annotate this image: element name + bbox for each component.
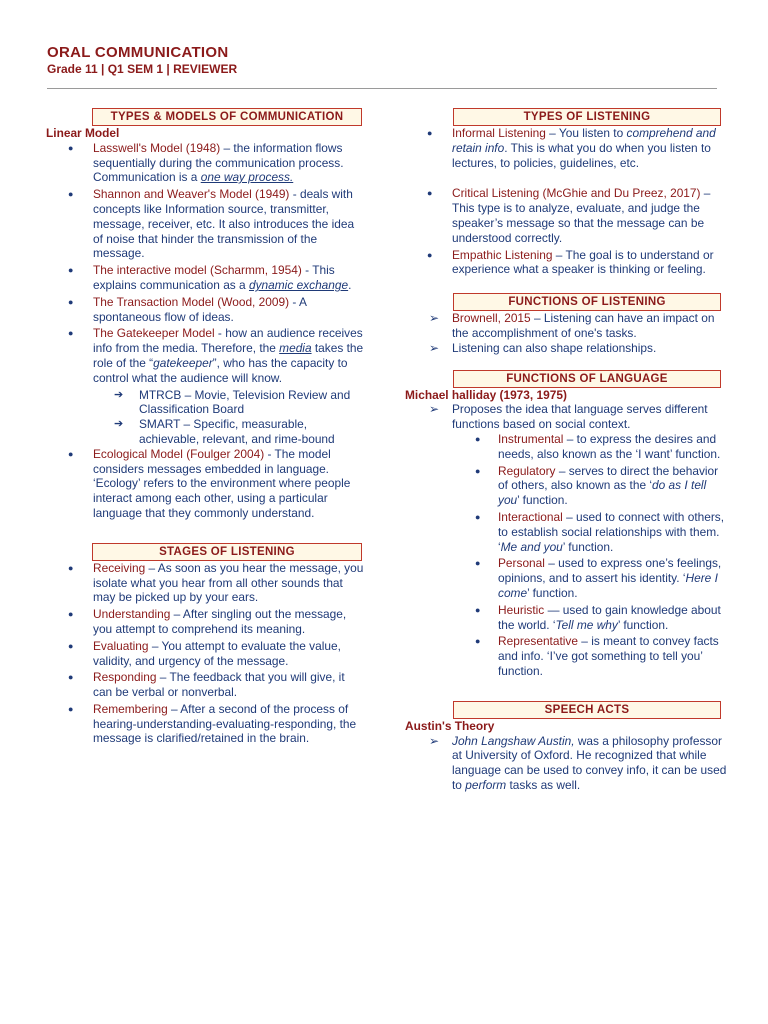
list-item: ● Instrumental – to express the desires and needs, also known as the ‘I want’ function. [405,432,730,462]
list-item: ● Interactional – used to connect with others, to establish social relationships with them. ‘Me and you’ function. [405,510,730,554]
list-item: ➔ MTRCB – Movie, Television Review and Classification Board [46,388,366,418]
list-item: ● Personal – used to express one’s feelings, opinions, and to assert his identity. ‘Here I come’ function. [405,556,730,600]
document-title: ORAL COMMUNICATION [47,44,229,61]
list-item: ● Understanding – After singling out the message, you attempt to comprehend its meaning. [46,607,366,637]
list-item: ● The Gatekeeper Model - how an audience receives info from the media. Therefore, the media takes the role of the “gatekeeper”, who has the capacity to control what the audience will know. [46,326,366,385]
list-item: ● Receiving – As soon as you hear the message, you isolate what you hear from all other sounds that may be picked up by your ears. [46,561,366,605]
list-item: ● Regulatory – serves to direct the behavior of others, also known as the ‘do as I tell you’ function. [405,464,730,508]
stages-list [46,561,366,747]
list-item: ● Responding – The feedback that you will give, it can be verbal or nonverbal. [46,670,366,700]
list-item: ➢ Brownell, 2015 – Listening can have an impact on the accomplishment of one's tasks. [405,311,730,341]
types-listening-list [405,126,730,170]
speech-acts-heading: SPEECH ACTS [453,701,721,719]
list-item: ● Critical Listening (McGhie and Du Preez, 2017) – This type is to analyze, evaluate, and judge the speaker’s message so that the message can be understood correctly. [405,186,730,245]
stages-heading: STAGES OF LISTENING [92,543,362,561]
ecological-list [46,447,366,521]
list-item: ➢ Listening can also shape relationships. [405,341,730,356]
header-divider [47,88,717,89]
list-item: ➢ Proposes the idea that language serves different functions based on social context. [405,402,730,432]
list-item: ● Shannon and Weaver's Model (1949) - deals with concepts like Information source, transmitter, message, receiver, etc. It also introduces the idea of noise that hinder the transmission of the message. [46,187,366,261]
list-item: ● Representative – is meant to convey facts and info. ‘I’ve got something to tell you’ function. [405,634,730,678]
halliday-list [405,402,730,432]
types-listening-list-2 [405,186,730,277]
list-item: ● Remembering – After a second of the process of hearing-understanding-evaluating-responding, the message is clarified/retained in the brain. [46,702,366,746]
list-item: ➢ John Langshaw Austin, was a philosophy professor at University of Oxford. He recognized that while language can be used to convey info, it can be used to perform tasks as well. [405,734,730,793]
list-item: ● Empathic Listening – The goal is to understand or experience what a speaker is thinking or feeling. [405,248,730,278]
right-column [405,108,730,793]
list-item: ● The Transaction Model (Wood, 2009) - A spontaneous flow of ideas. [46,295,366,325]
functions-listening-list [405,311,730,355]
gatekeeper-sublist [46,388,366,447]
list-item: ● Lasswell's Model (1948) – the information flows sequentially during the communication process. Communication is a one way process. [46,141,366,185]
list-item: ● Evaluating – You attempt to evaluate the value, validity, and urgency of the message. [46,639,366,669]
list-item: ● The interactive model (Scharmm, 1954) - This explains communication as a dynamic exchange. [46,263,366,293]
types-listening-heading: TYPES OF LISTENING [453,108,721,126]
austin-label: Austin's Theory [405,718,495,733]
list-item: ● Informal Listening – You listen to comprehend and retain info. This is what you do when you listen to lectures, to policies, guidelines, etc. [405,126,730,170]
austin-list [405,734,730,793]
halliday-label: Michael halliday (1973, 1975) [405,387,567,402]
types-models-heading: TYPES & MODELS OF COMMUNICATION [92,108,362,126]
functions-listening-heading: FUNCTIONS OF LISTENING [453,293,721,311]
functions-language-heading: FUNCTIONS OF LANGUAGE [453,370,721,388]
list-item: ● Ecological Model (Foulger 2004) - The model considers messages embedded in language. ‘Ecology’ refers to the environment where people interact among each other, using a particular language that they commonly understand. [46,447,366,521]
language-functions-list [405,432,730,679]
list-item: ➔ SMART – Specific, measurable, achievable, relevant, and rime-bound [46,417,366,447]
linear-model-label: Linear Model [46,126,120,140]
document-subtitle: Grade 11 | Q1 SEM 1 | REVIEWER [47,62,238,76]
list-item: ● Heuristic — used to gain knowledge about the world. ‘Tell me why’ function. [405,603,730,633]
left-column [46,108,366,748]
models-list [46,141,366,386]
